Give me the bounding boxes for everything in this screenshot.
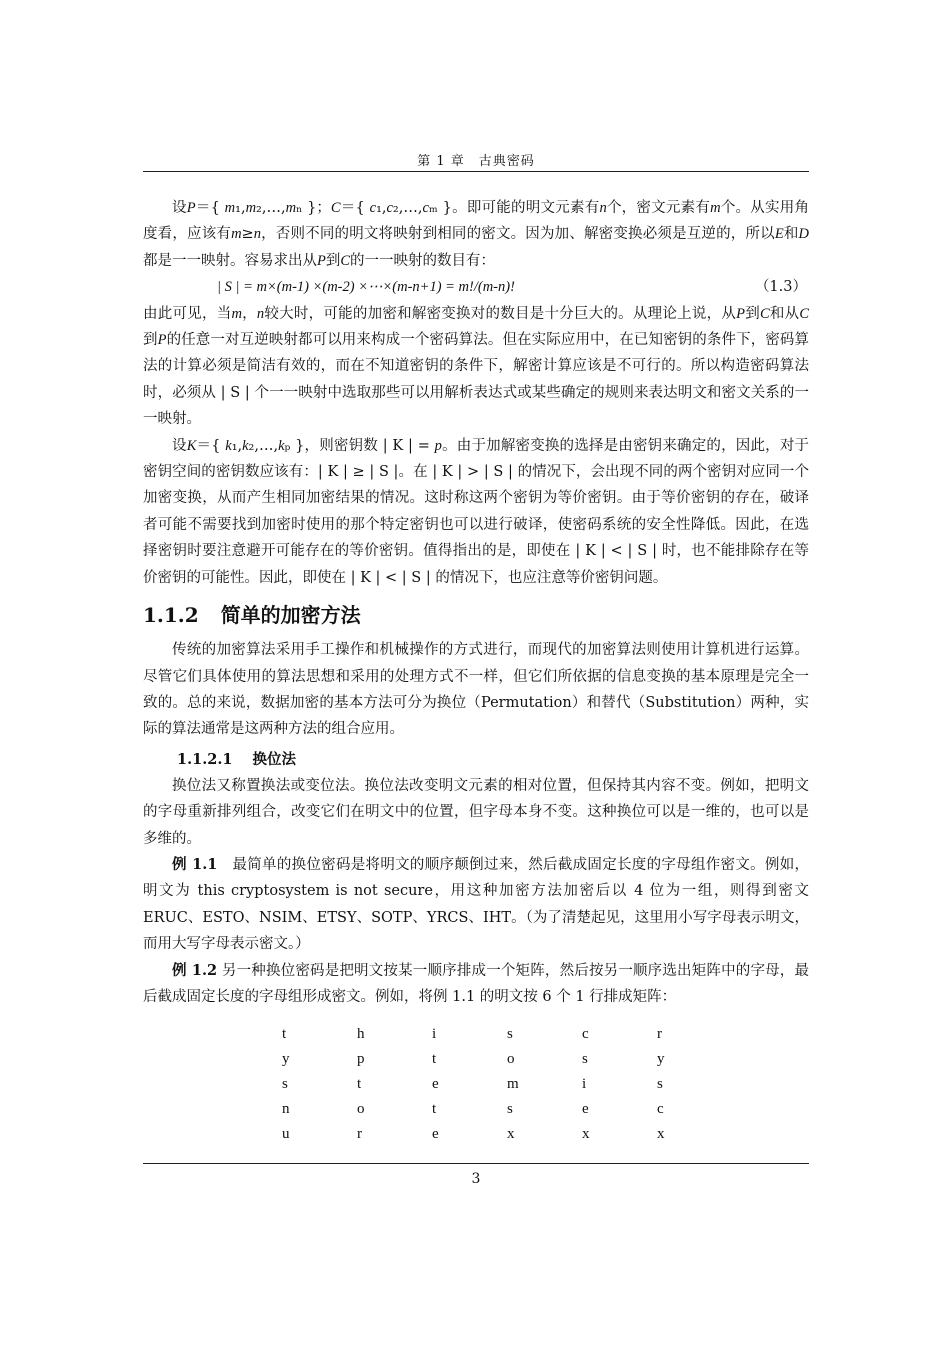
example-1-1-text: 最简单的换位密码是将明文的顺序颠倒过来，然后截成固定长度的字母组作密文。例如，明文为 this cryptosystem is not secure，用这种加密方法加密后以 4 位为一组，则得到密文 ERUC、ESTO、NSIM、ETSY、SOTP、YRCS、IHT。（为了清楚起见，这里用小写字母表示明文，而用大写字母表示密文。） bbox=[143, 856, 809, 953]
equation-1-3 bbox=[143, 274, 809, 300]
matrix-cell: x bbox=[657, 1126, 665, 1143]
subsection-number: 1.1.2.1 bbox=[177, 750, 233, 768]
matrix-cell: e bbox=[432, 1126, 439, 1143]
matrix-row bbox=[282, 1097, 732, 1122]
running-head: 第 1 章 古典密码 bbox=[417, 154, 535, 169]
example-1-1 bbox=[143, 852, 809, 958]
paragraph-equivalent-keys: 设K＝{ k₁,k₂,…,kₚ }，则密钥数 | K | = p。由于加解密变换的选择是由密钥来确定的，因此，对于密钥空间的密钥数应该有：| K | ≥ | S |。在 | K | > | S | 的情况下，会出现不同的两个密钥对应同一个加密变换，从而产生相同加密结果的情况。这时称这两个密钥为等价密钥。由于等价密钥的存在，破译者可能不需要找到加密时使用的那个特定密钥也可以进行破译，使密码系统的安全性降低。因此，在选择密钥时要注意避开可能存在的等价密钥。值得指出的是，即使在 | K | < | S | 时，也不能排除存在等价密钥的可能性。因此，即使在 | K | < | S | 的情况下，也应注意等价密钥问题。 bbox=[143, 437, 809, 586]
matrix-row bbox=[282, 1122, 732, 1147]
matrix-cell: m bbox=[507, 1076, 519, 1093]
matrix-cell: t bbox=[432, 1101, 437, 1118]
matrix-cell: e bbox=[432, 1076, 439, 1093]
matrix-cell: s bbox=[282, 1076, 288, 1093]
matrix-cell: t bbox=[432, 1051, 437, 1068]
matrix-cell: e bbox=[582, 1101, 589, 1118]
matrix-cell: c bbox=[582, 1026, 589, 1043]
matrix-cell: h bbox=[357, 1026, 365, 1043]
matrix-cell: x bbox=[507, 1126, 515, 1143]
header-rule bbox=[143, 171, 809, 172]
example-1-1-label: 例 1.1 bbox=[172, 855, 218, 873]
example-1-2 bbox=[143, 958, 809, 1011]
matrix-cell: s bbox=[507, 1026, 513, 1043]
equation-body: | S | = m×(m-1) ×(m-2) ×⋯×(m-n+1) = m!/(m-n)! bbox=[217, 279, 515, 296]
footer-rule bbox=[143, 1163, 809, 1164]
matrix-cell: c bbox=[657, 1101, 664, 1118]
matrix-row bbox=[282, 1047, 732, 1072]
page-number: 3 bbox=[471, 1171, 481, 1187]
matrix-cell: s bbox=[582, 1051, 588, 1068]
matrix-cell: s bbox=[507, 1101, 513, 1118]
paragraph-encryption-methods: 传统的加密算法采用手工操作和机械操作的方式进行，而现代的加密算法则使用计算机进行运算。尽管它们具体使用的算法思想和采用的处理方式不一样，但它们所依据的信息变换的基本原理是完全一致的。总的来说，数据加密的基本方法可分为换位（Permutation）和替代（Substitution）两种，实际的算法通常是这两种方法的组合应用。 bbox=[143, 642, 809, 738]
paragraph-mappings: 设P＝{ m₁,m₂,…,mₙ }；C＝{ c₁,c₂,…,cₘ }。即可能的明文元素有n个，密文元素有m个。从实用角度看，应该有m≥n，否则不同的明文将映射到相同的密文。因为加、解密变换必须是互逆的，所以E和D都是一一映射。容易求出从P到C的一一映射的数目有： bbox=[143, 200, 810, 269]
matrix-cell: s bbox=[657, 1076, 663, 1093]
page-body bbox=[143, 195, 809, 1147]
section-heading bbox=[143, 601, 809, 629]
matrix-cell: u bbox=[282, 1126, 290, 1143]
matrix-cell: o bbox=[507, 1051, 515, 1068]
section-title: 简单的加密方法 bbox=[220, 603, 361, 628]
paragraph-transposition: 换位法又称置换法或变位法。换位法改变明文元素的相对位置，但保持其内容不变。例如，把明文的字母重新排列组合，改变它们在明文中的位置，但字母本身不变。这种换位可以是一维的，也可以是多维的。 bbox=[143, 777, 809, 847]
paragraph-mapping-count: 由此可见，当m，n较大时，可能的加密和解密变换对的数目是十分巨大的。从理论上说，从P到C和从C到P的任意一对互逆映射都可以用来构成一个密码算法。但在实际应用中，在已知密钥的条件下，密码算法的计算必须是简洁有效的，而在不知道密钥的条件下，解密计算应该是不可行的。所以构造密码算法时，必须从 | S | 个一一映射中选取那些可以用解析表达式或某些确定的规则来表达明文和密文关系的一一映射。 bbox=[143, 305, 810, 428]
matrix-cell: n bbox=[282, 1101, 290, 1118]
matrix-cell: y bbox=[657, 1051, 665, 1068]
matrix-cell: i bbox=[582, 1076, 587, 1093]
subsection-title: 换位法 bbox=[252, 750, 297, 768]
subsection-heading bbox=[177, 749, 809, 771]
matrix-cell: p bbox=[357, 1051, 365, 1068]
matrix-cell: t bbox=[282, 1026, 287, 1043]
example-1-2-label: 例 1.2 bbox=[172, 961, 218, 979]
matrix-cell: i bbox=[432, 1026, 437, 1043]
equation-number: （1.3） bbox=[754, 279, 807, 296]
matrix-cell: x bbox=[582, 1126, 590, 1143]
matrix-cell: t bbox=[357, 1076, 362, 1093]
plaintext-matrix bbox=[282, 1022, 732, 1147]
matrix-cell: r bbox=[357, 1126, 362, 1143]
example-1-2-text: 另一种换位密码是把明文按某一顺序排成一个矩阵，然后按另一顺序选出矩阵中的字母，最后截成固定长度的字母组形成密文。例如，将例 1.1 的明文按 6 个 1 行排成矩阵： bbox=[143, 962, 809, 1005]
matrix-row bbox=[282, 1022, 732, 1047]
matrix-cell: r bbox=[657, 1026, 662, 1043]
matrix-row bbox=[282, 1072, 732, 1097]
matrix-cell: o bbox=[357, 1101, 365, 1118]
matrix-cell: y bbox=[282, 1051, 290, 1068]
section-number: 1.1.2 bbox=[143, 603, 199, 628]
